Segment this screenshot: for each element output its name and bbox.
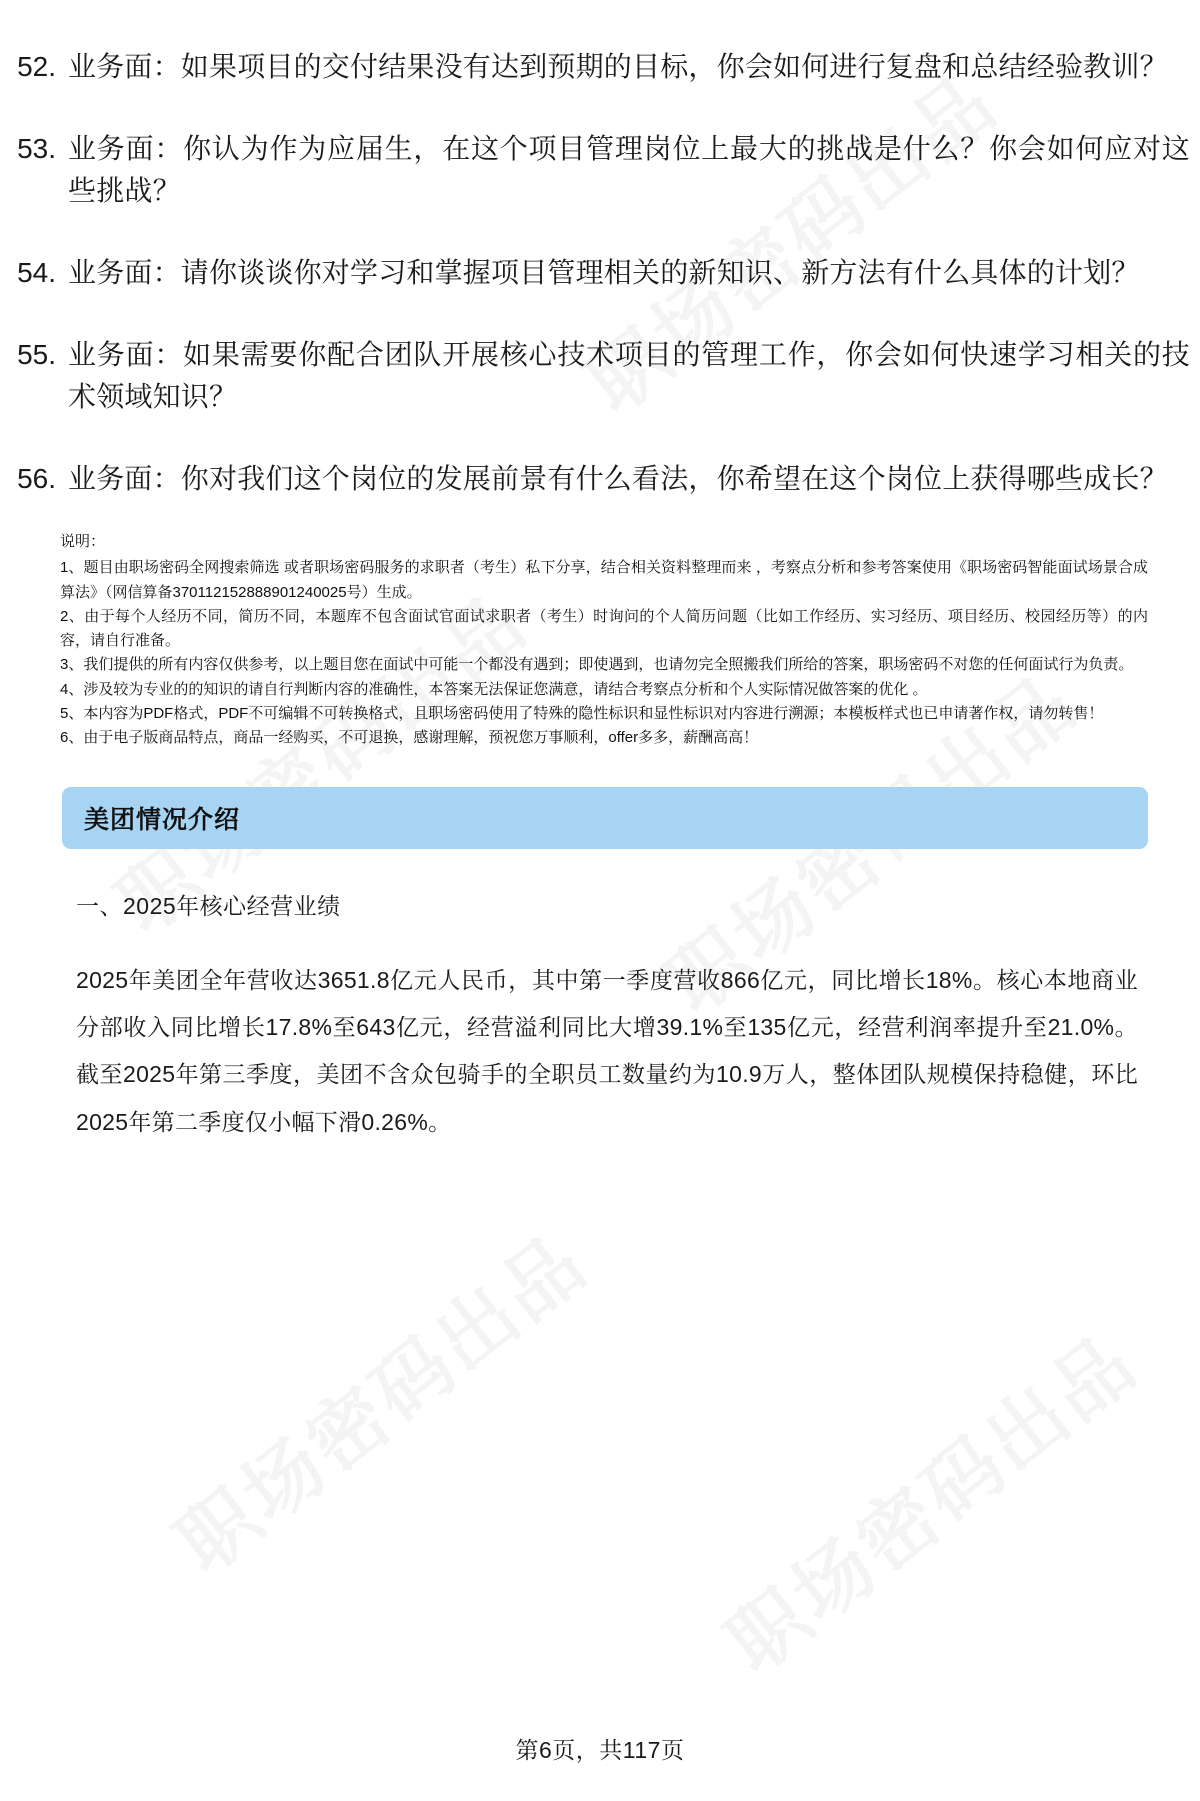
question-text: 业务面：你对我们这个岗位的发展前景有什么看法，你希望在这个岗位上获得哪些成长？ bbox=[68, 463, 1168, 494]
question-item bbox=[0, 334, 1200, 418]
question-text: 业务面：如果项目的交付结果没有达到预期的目标，你会如何进行复盘和总结经验教训？ bbox=[68, 51, 1168, 82]
question-item bbox=[0, 46, 1200, 88]
question-number: 54. bbox=[17, 257, 56, 288]
notes-title: 说明： bbox=[60, 533, 106, 550]
note-item: 6、由于电子版商品特点，商品一经购买，不可退换，感谢理解，预祝您万事顺利，offer多多，薪酬高高！ bbox=[60, 729, 759, 747]
note-item: 4、涉及较为专业的的知识的请自行判断内容的准确性，本答案无法保证您满意，请结合考察点分析和个人实际情况做答案的优化 。 bbox=[60, 680, 928, 698]
question-text: 业务面：如果需要你配合团队开展核心技术项目的管理工作，你会如何快速学习相关的技术领域知识？ bbox=[68, 339, 1190, 412]
note-item: 5、本内容为PDF格式，PDF不可编辑不可转换格式，且职场密码使用了特殊的隐性标识和显性标识对内容进行溯源；本模板样式也已申请著作权，请勿转售！ bbox=[60, 705, 1104, 723]
question-item bbox=[0, 458, 1200, 500]
note-item: 2、由于每个人经历不同，简历不同，本题库不包含面试官面试求职者（考生）时询问的个人简历问题（比如工作经历、实习经历、项目经历、校园经历等）的内容，请自行准备。 bbox=[60, 607, 1148, 650]
note-item: 3、我们提供的所有内容仅供参考，以上题目您在面试中可能一个都没有遇到；即使遇到，也请勿完全照搬我们所给的答案，职场密码不对您的任何面试行为负责。 bbox=[60, 656, 1134, 674]
document-page bbox=[0, 46, 1200, 1146]
question-number: 53. bbox=[17, 133, 56, 164]
question-number: 55. bbox=[17, 339, 56, 370]
section-banner bbox=[62, 787, 1148, 849]
notes-block bbox=[0, 530, 1200, 751]
note-item: 1、题目由职场密码全网搜索筛选 或者职场密码服务的求职者（考生）私下分享，结合相关资料整理而来 ，考察点分析和参考答案使用《职场密码智能面试场景合成算法》（网信算备370112152888901240025号）生成。 bbox=[60, 559, 1148, 601]
watermark-text bbox=[150, 1203, 607, 1594]
question-text: 业务面：请你谈谈你对学习和掌握项目管理相关的新知识、新方法有什么具体的计划？ bbox=[68, 257, 1140, 288]
question-number: 56. bbox=[17, 463, 56, 494]
watermark-text bbox=[700, 1303, 1157, 1694]
question-item bbox=[0, 128, 1200, 212]
question-number: 52. bbox=[17, 51, 56, 82]
section-body-paragraph: 2025年美团全年营收达3651.8亿元人民币，其中第一季度营收866亿元，同比增长18%。核心本地商业分部收入同比增长17.8%至643亿元，经营溢利同比大增39.1%至135亿元，经营利润率提升至21.0%。截至2025年第三季度，美团不含众包骑手的全职员工数量约为10.9万人，整体团队规模保持稳健，环比2025年第二季度仅小幅下滑0.26%。 bbox=[76, 967, 1138, 1135]
section-sub-heading: 一、2025年核心经营业绩 bbox=[76, 892, 341, 919]
question-list bbox=[0, 46, 1200, 500]
page-footer: 第6页，共117页 bbox=[515, 1737, 685, 1763]
question-item bbox=[0, 252, 1200, 294]
question-text: 业务面：你认为作为应届生，在这个项目管理岗位上最大的挑战是什么？你会如何应对这些挑战？ bbox=[68, 133, 1190, 206]
section-banner-title: 美团情况介绍 bbox=[84, 805, 241, 834]
